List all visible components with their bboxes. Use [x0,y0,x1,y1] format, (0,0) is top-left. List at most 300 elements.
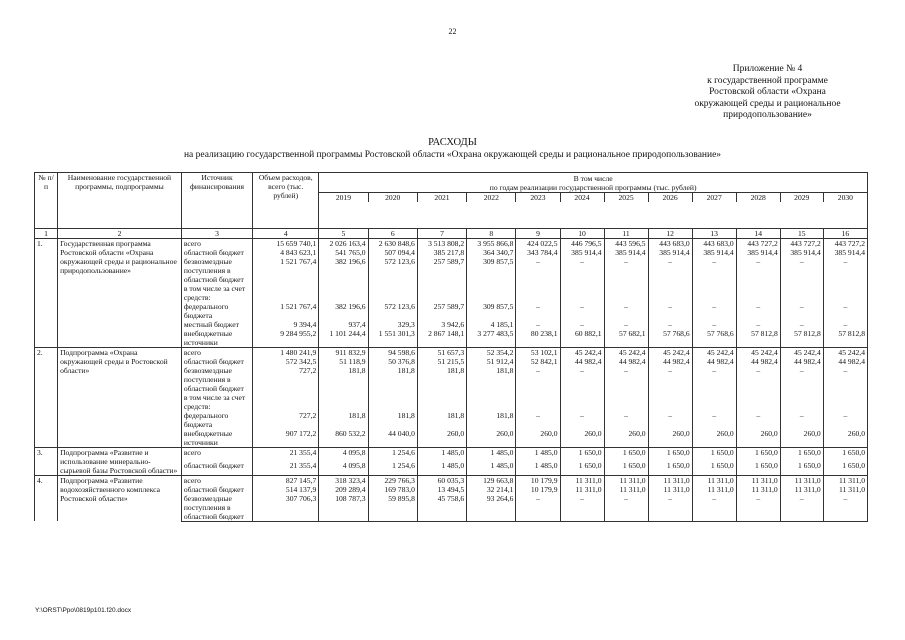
value-cell: 45 242,4 [604,347,648,357]
value-cell: 4 095,8 [319,461,368,475]
value-cell: – [604,366,648,393]
value-cell: 727,2 [253,411,319,429]
value-cell: – [516,320,560,329]
value-cell: – [823,494,867,522]
value-cell: 343 784,4 [516,248,560,257]
value-cell: 727,2 [253,366,319,393]
value-cell: – [692,366,736,393]
value-cell: 260,0 [648,429,692,448]
value-cell: 443 727,2 [736,238,780,248]
value-cell: 45 242,4 [780,347,823,357]
value-cell: 1 650,0 [604,461,648,475]
value-cell: 541 765,0 [319,248,368,257]
value-cell: 181,8 [467,366,516,393]
program-name: Подпрограмма «Развитие и использование минерально-сырьевой базы Ростовской области» [58,447,182,475]
value-cell: – [780,494,823,522]
year-cell: 2024 [560,193,604,203]
value-cell: 44 040,0 [368,429,417,448]
value-cell: 44 982,4 [736,357,780,366]
value-cell: 385 914,4 [823,248,867,257]
value-cell: 385 914,4 [780,248,823,257]
header-spacer [319,202,868,228]
value-cell: 44 982,4 [823,357,867,366]
value-cell: 1 485,0 [417,447,466,461]
value-cell: 443 727,2 [780,238,823,248]
value-cell: 443 596,5 [604,238,648,248]
year-cell: 2019 [319,193,368,203]
year-cell: 2025 [604,193,648,203]
value-cell: 2 026 163,4 [319,238,368,248]
value-cell: 209 289,4 [319,485,368,494]
column-number-cell: 15 [780,228,823,238]
value-cell: 57 812,8 [823,329,867,348]
row-number: 4. [35,475,58,521]
value-cell: – [604,494,648,522]
value-cell: 45 758,6 [417,494,466,522]
value-cell [417,393,466,411]
value-cell: – [516,366,560,393]
column-number-cell: 3 [181,228,252,238]
year-cell: 2020 [368,193,417,203]
value-cell: 11 311,0 [780,475,823,485]
header-volume: Объем расходов, всего (тыс. рублей) [253,173,319,229]
value-cell: 32 214,1 [467,485,516,494]
funding-source: внебюджетные источники [181,329,252,348]
value-cell: 1 485,0 [467,447,516,461]
value-cell: – [736,366,780,393]
value-cell: – [648,257,692,284]
value-cell: 260,0 [780,429,823,448]
value-cell: 2 630 848,6 [368,238,417,248]
value-cell: 443 683,0 [648,238,692,248]
header-source: Источник финансирования [181,173,252,229]
value-cell: 44 982,4 [604,357,648,366]
value-cell: 1 485,0 [417,461,466,475]
value-cell: 44 982,4 [560,357,604,366]
value-cell: 57 812,8 [780,329,823,348]
value-cell [417,284,466,302]
value-cell: – [736,320,780,329]
value-cell: 1 101 244,4 [319,329,368,348]
column-number-cell: 4 [253,228,319,238]
header-by-years-label: по годам реализации государственной программы (тыс. рублей) [489,183,697,192]
value-cell: – [692,320,736,329]
value-cell: 45 242,4 [560,347,604,357]
value-cell: 260,0 [560,429,604,448]
year-cell: 2028 [736,193,780,203]
value-cell: 80 238,1 [516,329,560,348]
value-cell: 1 650,0 [560,461,604,475]
funding-source: безвозмездные поступления в областной бюджет [181,494,252,522]
expenses-table [34,172,868,522]
table-row [35,347,868,357]
funding-source: федерального бюджета [181,411,252,429]
value-cell: 1 254,6 [368,461,417,475]
funding-source: в том числе за счет средств: [181,284,252,302]
value-cell: 3 942,6 [417,320,466,329]
value-cell: 11 311,0 [692,485,736,494]
value-cell: 507 094,4 [368,248,417,257]
funding-source: областной бюджет [181,248,252,257]
value-cell: 1 650,0 [780,447,823,461]
value-cell: 1 650,0 [604,447,648,461]
column-numbers-row [35,228,868,238]
value-cell [648,393,692,411]
value-cell: 181,8 [319,411,368,429]
value-cell: 1 650,0 [692,447,736,461]
column-number-cell: 7 [417,228,466,238]
year-cell: 2029 [780,193,823,203]
value-cell: 229 766,3 [368,475,417,485]
value-cell: 1 521 767,4 [253,257,319,284]
value-cell: 1 650,0 [780,461,823,475]
funding-source: всего [181,238,252,248]
value-cell [516,393,560,411]
value-cell: 10 179,9 [516,485,560,494]
value-cell: 382 196,6 [319,257,368,284]
program-name: Подпрограмма «Охрана окружающей среды в Ростовской области» [58,347,182,447]
value-cell: – [780,366,823,393]
value-cell: – [648,494,692,522]
value-cell: 11 311,0 [736,485,780,494]
value-cell: 11 311,0 [648,485,692,494]
value-cell: 21 355,4 [253,461,319,475]
value-cell [467,393,516,411]
title-subtitle: на реализацию государственной программы Ростовской области «Охрана окружающей среды и рациональное природопользование» [183,150,722,160]
value-cell: – [823,257,867,284]
column-number-cell: 1 [35,228,58,238]
value-cell: – [692,302,736,320]
value-cell: 260,0 [736,429,780,448]
value-cell: 827 145,7 [253,475,319,485]
year-cell: 2022 [467,193,516,203]
value-cell: – [516,411,560,429]
value-cell: 169 783,0 [368,485,417,494]
funding-source: областной бюджет [181,461,252,475]
value-cell: – [780,257,823,284]
value-cell: – [516,494,560,522]
value-cell: – [560,494,604,522]
header-including-label: В том числе [573,174,613,183]
value-cell [780,284,823,302]
value-cell: 572 123,6 [368,302,417,320]
value-cell: 1 650,0 [648,447,692,461]
value-cell: 93 264,6 [467,494,516,522]
value-cell [467,284,516,302]
value-cell: – [780,320,823,329]
appendix-line: к государственной программе [707,75,828,86]
value-cell: 260,0 [823,429,867,448]
year-cell: 2027 [692,193,736,203]
program-name: Государственная программа Ростовской области «Охрана окружающей среды и рациональное природопользование» [58,238,182,347]
value-cell: 318 323,4 [319,475,368,485]
value-cell: 1 254,6 [368,447,417,461]
value-cell: – [692,411,736,429]
value-cell [736,284,780,302]
value-cell: 13 494,5 [417,485,466,494]
value-cell: – [736,494,780,522]
value-cell: 11 311,0 [560,475,604,485]
value-cell [604,393,648,411]
value-cell: 1 485,0 [516,461,560,475]
funding-source: безвозмездные поступления в областной бюджет [181,366,252,393]
value-cell: 385 914,4 [648,248,692,257]
value-cell: 21 355,4 [253,447,319,461]
column-number-cell: 11 [604,228,648,238]
funding-source: всего [181,347,252,357]
value-cell: 11 311,0 [560,485,604,494]
value-cell: 4 185,1 [467,320,516,329]
column-number-cell: 16 [823,228,867,238]
value-cell [516,284,560,302]
value-cell: 385 914,4 [604,248,648,257]
header-including [319,173,868,193]
column-number-cell: 13 [692,228,736,238]
value-cell: 53 102,1 [516,347,560,357]
value-cell: – [604,257,648,284]
value-cell: 11 311,0 [823,475,867,485]
value-cell: 1 650,0 [560,447,604,461]
value-cell: 4 095,8 [319,447,368,461]
value-cell: – [736,257,780,284]
value-cell: 44 982,4 [692,357,736,366]
value-cell: 181,8 [319,366,368,393]
value-cell: 45 242,4 [648,347,692,357]
value-cell: 108 787,3 [319,494,368,522]
header-name: Наименование государственной программы, подпрограммы [58,173,182,229]
value-cell: – [736,411,780,429]
value-cell: 572 123,6 [368,257,417,284]
funding-source: безвозмездные поступления в областной бюджет [181,257,252,284]
value-cell: 44 982,4 [780,357,823,366]
value-cell [319,284,368,302]
year-cell: 2023 [516,193,560,203]
value-cell: 11 311,0 [736,475,780,485]
value-cell: 181,8 [368,411,417,429]
value-cell: 11 311,0 [648,475,692,485]
value-cell: 1 650,0 [648,461,692,475]
appendix-line: природопользование» [723,110,812,120]
funding-source: областной бюджет [181,485,252,494]
value-cell: – [692,257,736,284]
value-cell [692,393,736,411]
value-cell: 181,8 [417,366,466,393]
column-number-cell: 9 [516,228,560,238]
funding-source: всего [181,475,252,485]
value-cell: – [648,366,692,393]
value-cell [368,284,417,302]
value-cell: 10 179,9 [516,475,560,485]
value-cell: 260,0 [467,429,516,448]
value-cell: 1 650,0 [736,447,780,461]
table-row [35,475,868,485]
value-cell: – [823,320,867,329]
file-path-footer: Y:\ORST\Ppo\0819p101.f20.docx [35,607,132,614]
value-cell: 572 342,5 [253,357,319,366]
value-cell: 45 242,4 [823,347,867,357]
value-cell: – [780,302,823,320]
value-cell: – [780,411,823,429]
appendix-line: Ростовской области «Охрана [709,87,826,97]
column-number-cell: 14 [736,228,780,238]
value-cell: 181,8 [417,411,466,429]
value-cell: 911 832,9 [319,347,368,357]
value-cell: 44 982,4 [648,357,692,366]
value-cell: – [560,366,604,393]
value-cell [560,284,604,302]
value-cell: 860 532,2 [319,429,368,448]
value-cell: 443 683,0 [692,238,736,248]
value-cell: 385 914,4 [560,248,604,257]
value-cell: – [823,411,867,429]
value-cell: 181,8 [368,366,417,393]
value-cell: – [692,494,736,522]
value-cell [648,284,692,302]
value-cell [823,393,867,411]
value-cell: 385 914,4 [736,248,780,257]
value-cell: 260,0 [417,429,466,448]
value-cell: – [516,302,560,320]
value-cell: 907 172,2 [253,429,319,448]
appendix-line: окружающей среды и рациональное [694,98,841,109]
value-cell: – [648,411,692,429]
value-cell: – [604,302,648,320]
header-num: № п/п [35,173,58,229]
value-cell: – [823,366,867,393]
value-cell: 9 394,4 [253,320,319,329]
value-cell: – [560,320,604,329]
value-cell: 364 340,7 [467,248,516,257]
value-cell: 181,8 [467,411,516,429]
column-number-cell: 2 [58,228,182,238]
funding-source: местный бюджет [181,320,252,329]
value-cell: 260,0 [692,429,736,448]
value-cell: 60 882,1 [560,329,604,348]
column-number-cell: 12 [648,228,692,238]
value-cell: 446 796,5 [560,238,604,248]
value-cell: 3 277 483,5 [467,329,516,348]
value-cell: 52 354,2 [467,347,516,357]
year-cell: 2021 [417,193,466,203]
value-cell: – [516,257,560,284]
value-cell: 2 867 148,1 [417,329,466,348]
value-cell: 424 022,5 [516,238,560,248]
row-number: 3. [35,447,58,475]
value-cell: 443 727,2 [823,238,867,248]
funding-source: всего [181,447,252,461]
value-cell: 51 215,5 [417,357,466,366]
program-name: Подпрограмма «Развитие водохозяйственного комплекса Ростовской области» [58,475,182,521]
value-cell: 9 284 955,2 [253,329,319,348]
value-cell: 1 650,0 [823,461,867,475]
value-cell: 1 480 241,9 [253,347,319,357]
value-cell: 11 311,0 [692,475,736,485]
value-cell: 57 682,1 [604,329,648,348]
value-cell: – [648,320,692,329]
header-row [35,173,868,193]
value-cell: – [560,411,604,429]
value-cell: 385 914,4 [692,248,736,257]
row-number: 2. [35,347,58,447]
value-cell: – [560,302,604,320]
document-title [0,137,905,161]
value-cell: 257 589,7 [417,302,466,320]
value-cell [823,284,867,302]
value-cell: 385 217,8 [417,248,466,257]
value-cell: 59 895,8 [368,494,417,522]
value-cell: 260,0 [516,429,560,448]
column-number-cell: 6 [368,228,417,238]
funding-source: федерального бюджета [181,302,252,320]
value-cell: 51 118,9 [319,357,368,366]
value-cell [253,393,319,411]
value-cell: 1 485,0 [516,447,560,461]
title-main: РАСХОДЫ [428,137,477,148]
value-cell: 45 242,4 [692,347,736,357]
value-cell: 11 311,0 [823,485,867,494]
value-cell: 45 242,4 [736,347,780,357]
value-cell: – [604,320,648,329]
value-cell [604,284,648,302]
value-cell: 52 842,1 [516,357,560,366]
value-cell [560,393,604,411]
value-cell [319,393,368,411]
value-cell: 3 513 808,2 [417,238,466,248]
year-cell: 2026 [648,193,692,203]
value-cell: 1 485,0 [467,461,516,475]
row-number: 1. [35,238,58,347]
value-cell: – [648,302,692,320]
value-cell: – [604,411,648,429]
funding-source: областной бюджет [181,357,252,366]
value-cell: 329,3 [368,320,417,329]
column-number-cell: 10 [560,228,604,238]
value-cell: 937,4 [319,320,368,329]
value-cell: 15 659 740,1 [253,238,319,248]
value-cell: 1 650,0 [692,461,736,475]
appendix-line: Приложение № 4 [732,64,803,74]
value-cell: 11 311,0 [780,485,823,494]
value-cell: 57 812,8 [736,329,780,348]
page-number: 22 [448,27,457,36]
value-cell [253,284,319,302]
funding-source: внебюджетные источники [181,429,252,448]
column-number-cell: 8 [467,228,516,238]
value-cell: 1 650,0 [823,447,867,461]
value-cell: – [823,302,867,320]
value-cell [780,393,823,411]
value-cell: 11 311,0 [604,475,648,485]
value-cell: 382 196,6 [319,302,368,320]
value-cell: 1 650,0 [736,461,780,475]
value-cell: – [736,302,780,320]
year-cell: 2030 [823,193,867,203]
value-cell: 1 551 301,3 [368,329,417,348]
value-cell: – [560,257,604,284]
value-cell: 57 768,6 [692,329,736,348]
value-cell: 514 137,9 [253,485,319,494]
appendix-block [660,64,875,122]
table-row [35,238,868,248]
value-cell [736,393,780,411]
value-cell: 309 857,5 [467,257,516,284]
value-cell [692,284,736,302]
table-row [35,447,868,461]
value-cell: 94 598,6 [368,347,417,357]
value-cell: 3 955 866,8 [467,238,516,248]
value-cell: 307 706,3 [253,494,319,522]
value-cell: 260,0 [604,429,648,448]
